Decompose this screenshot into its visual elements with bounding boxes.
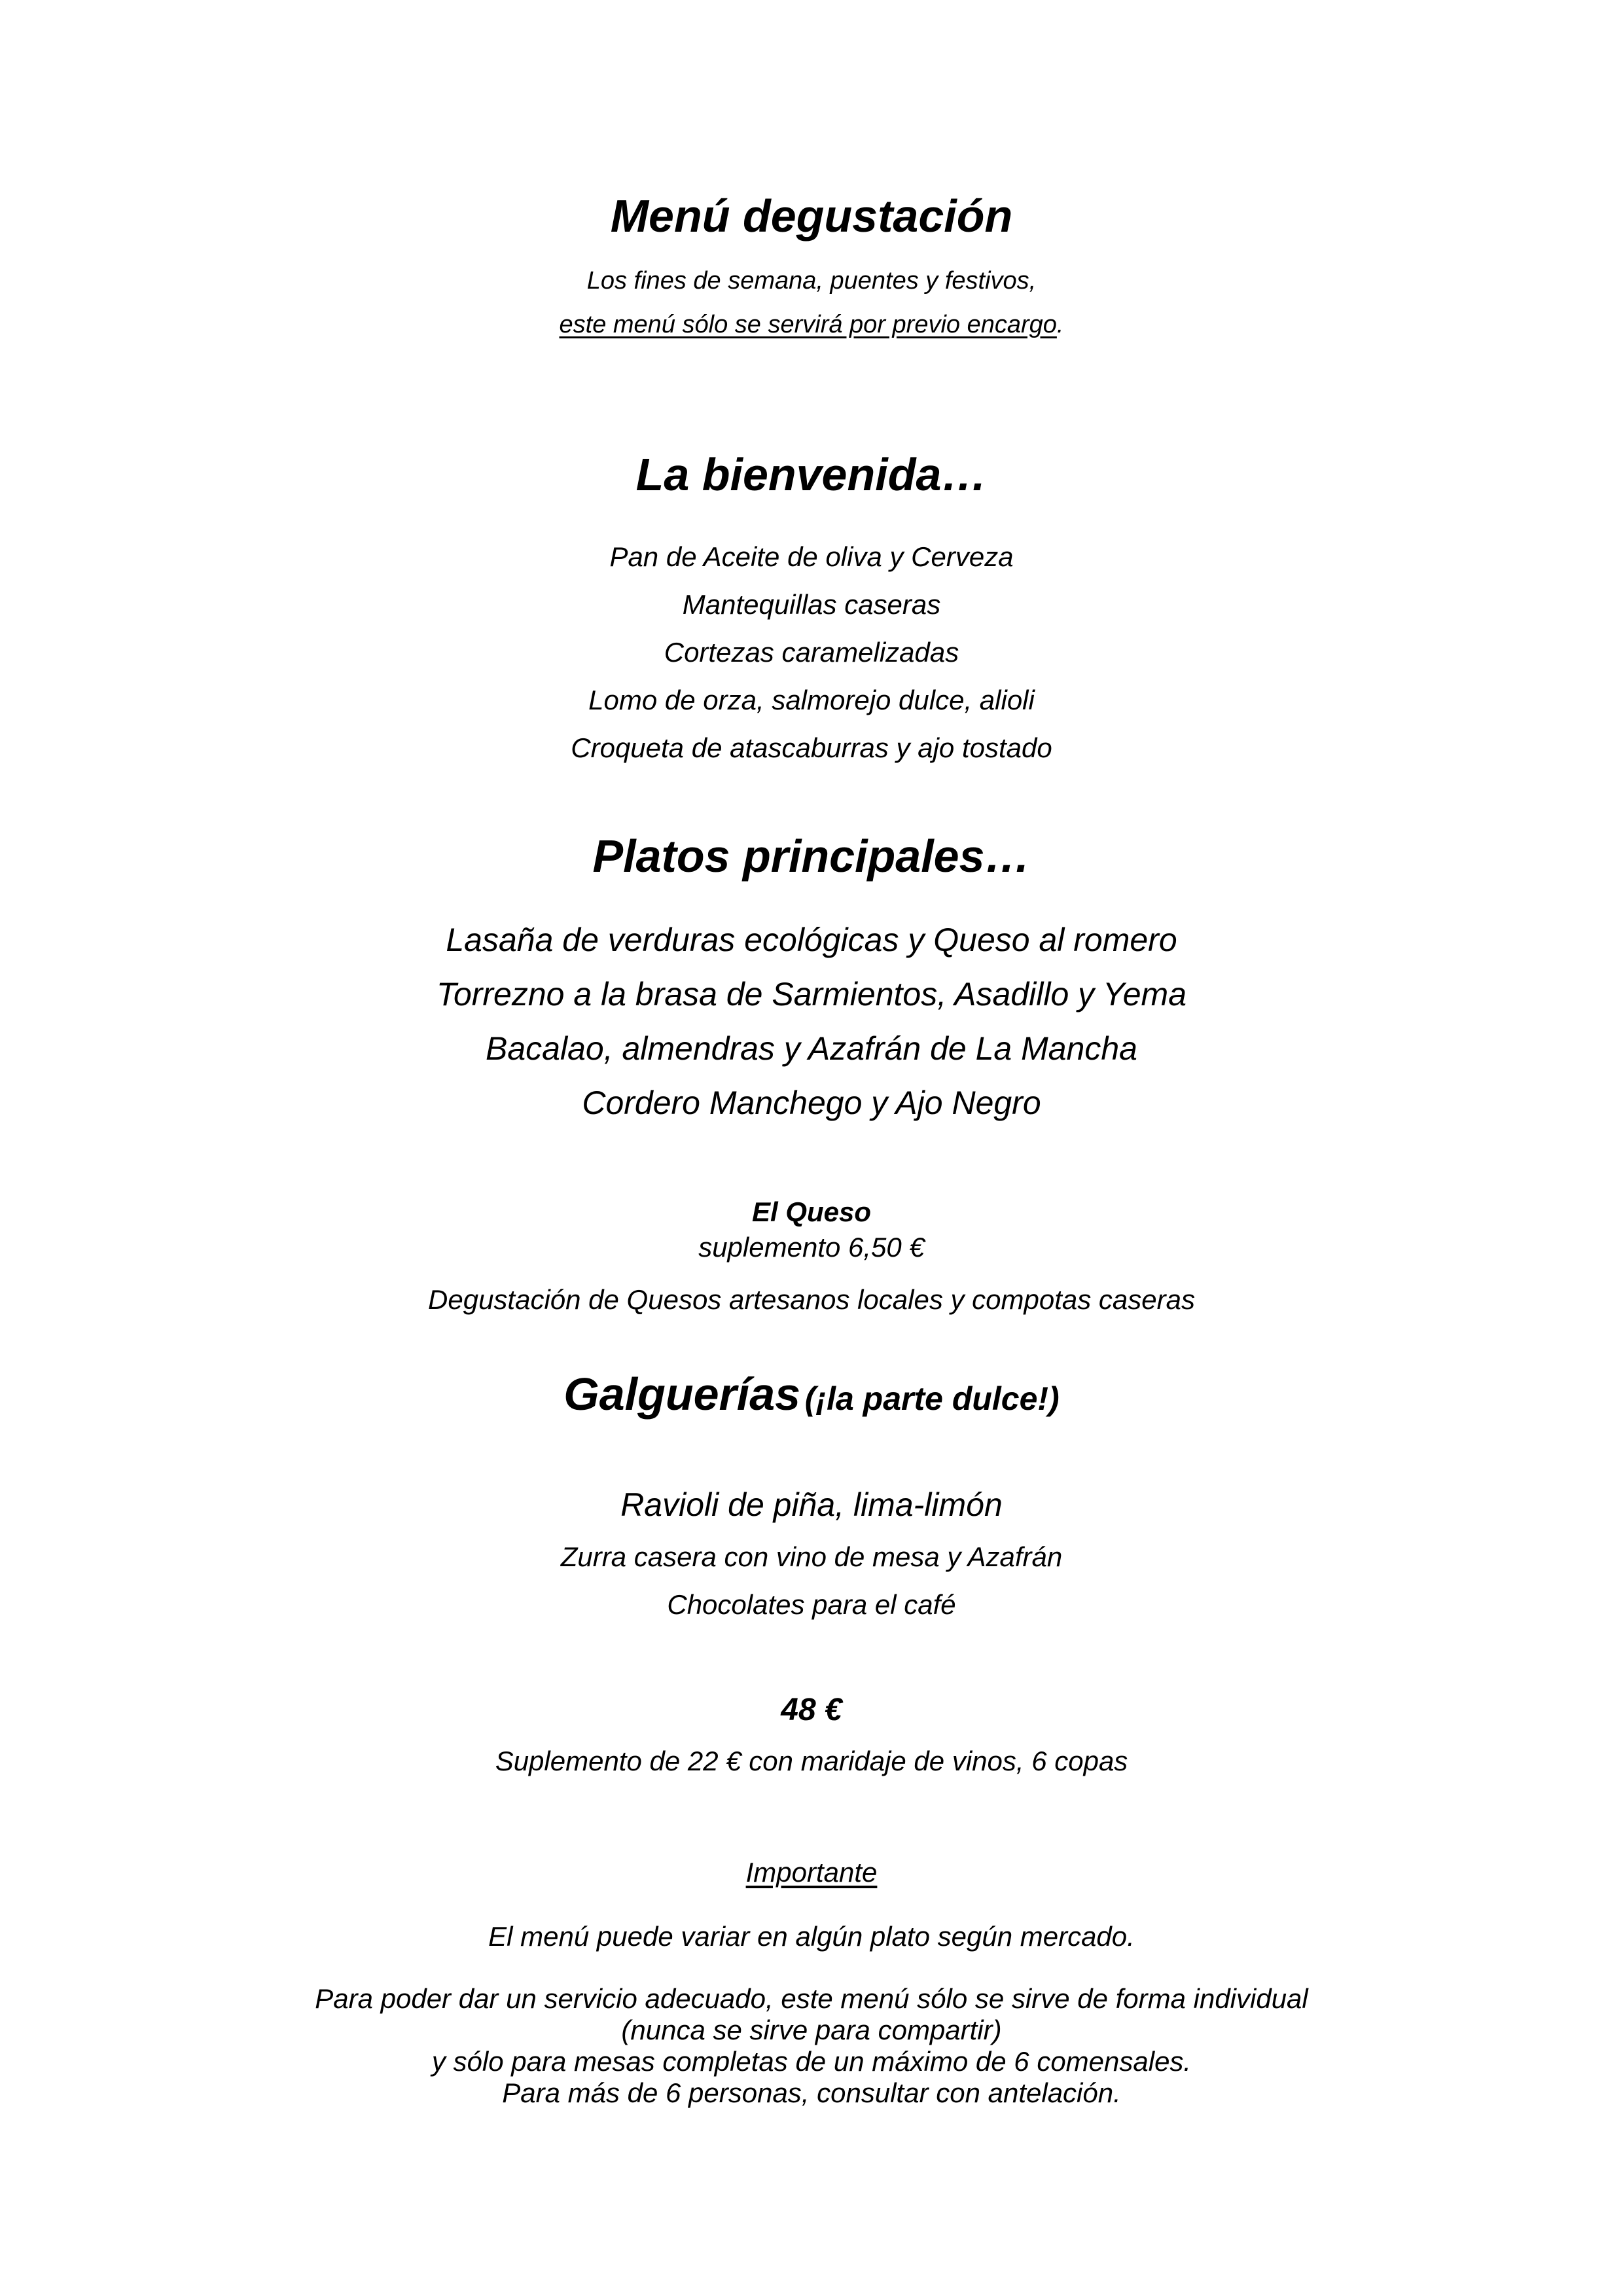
cheese-description: Degustación de Quesos artesanos locales y compotas caseras: [428, 1284, 1195, 1315]
order-note: [0, 311, 1623, 339]
service-condition-line: Para más de 6 personas, consultar con antelación.: [502, 2077, 1121, 2108]
main-dish-item: Bacalao, almendras y Azafrán de La Mancha: [486, 1030, 1137, 1067]
menu-title: Menú degustación: [610, 190, 1013, 242]
welcome-item: Mantequillas caseras: [682, 589, 941, 620]
desserts-heading: [0, 1368, 1623, 1420]
welcome-item: Pan de Aceite de oliva y Cerveza: [609, 541, 1014, 572]
welcome-item: Croqueta de atascaburras y ajo tostado: [571, 732, 1052, 763]
menu-price: 48 €: [781, 1693, 842, 1727]
dessert-item: Ravioli de piña, lima-limón: [620, 1486, 1003, 1523]
market-note: El menú puede variar en algún plato según mercado.: [488, 1921, 1135, 1952]
desserts-heading-title: Galguerías: [563, 1369, 801, 1420]
main-dish-item: Torrezno a la brasa de Sarmientos, Asadillo y Yema: [437, 976, 1186, 1013]
service-condition-line: (nunca se sirve para compartir): [621, 2015, 1002, 2045]
main-dish-item: Cordero Manchego y Ajo Negro: [582, 1085, 1041, 1121]
desserts-heading-note: (¡la parte dulce!): [804, 1380, 1060, 1417]
cheese-supplement: suplemento 6,50 €: [698, 1232, 925, 1263]
mains-heading: Platos principales…: [592, 831, 1031, 882]
wine-pairing-note: Suplemento de 22 € con maridaje de vinos, 6 copas: [495, 1746, 1128, 1776]
service-condition-line: y sólo para mesas completas de un máximo de 6 comensales.: [431, 2046, 1192, 2077]
service-conditions: [0, 1983, 1623, 2109]
order-note-text: este menú sólo se servirá por previo encargo: [559, 311, 1057, 338]
dessert-item: Chocolates para el café: [667, 1589, 956, 1620]
important-title-text: Importante: [745, 1857, 878, 1888]
welcome-item: Cortezas caramelizadas: [664, 637, 959, 668]
weekend-note: Los fines de semana, puentes y festivos,: [586, 267, 1037, 295]
welcome-item: Lomo de orza, salmorejo dulce, alioli: [588, 685, 1035, 715]
dessert-item: Zurra casera con vino de mesa y Azafrán: [560, 1541, 1063, 1572]
main-dish-item: Lasaña de verduras ecológicas y Queso al romero: [446, 922, 1177, 958]
service-condition-line: Para poder dar un servicio adecuado, este menú sólo se sirve de forma individual: [315, 1983, 1308, 2014]
cheese-title: El Queso: [751, 1196, 872, 1227]
order-note-period: .: [1056, 311, 1064, 338]
welcome-heading: La bienvenida…: [635, 449, 988, 500]
important-title: [0, 1857, 1623, 1888]
